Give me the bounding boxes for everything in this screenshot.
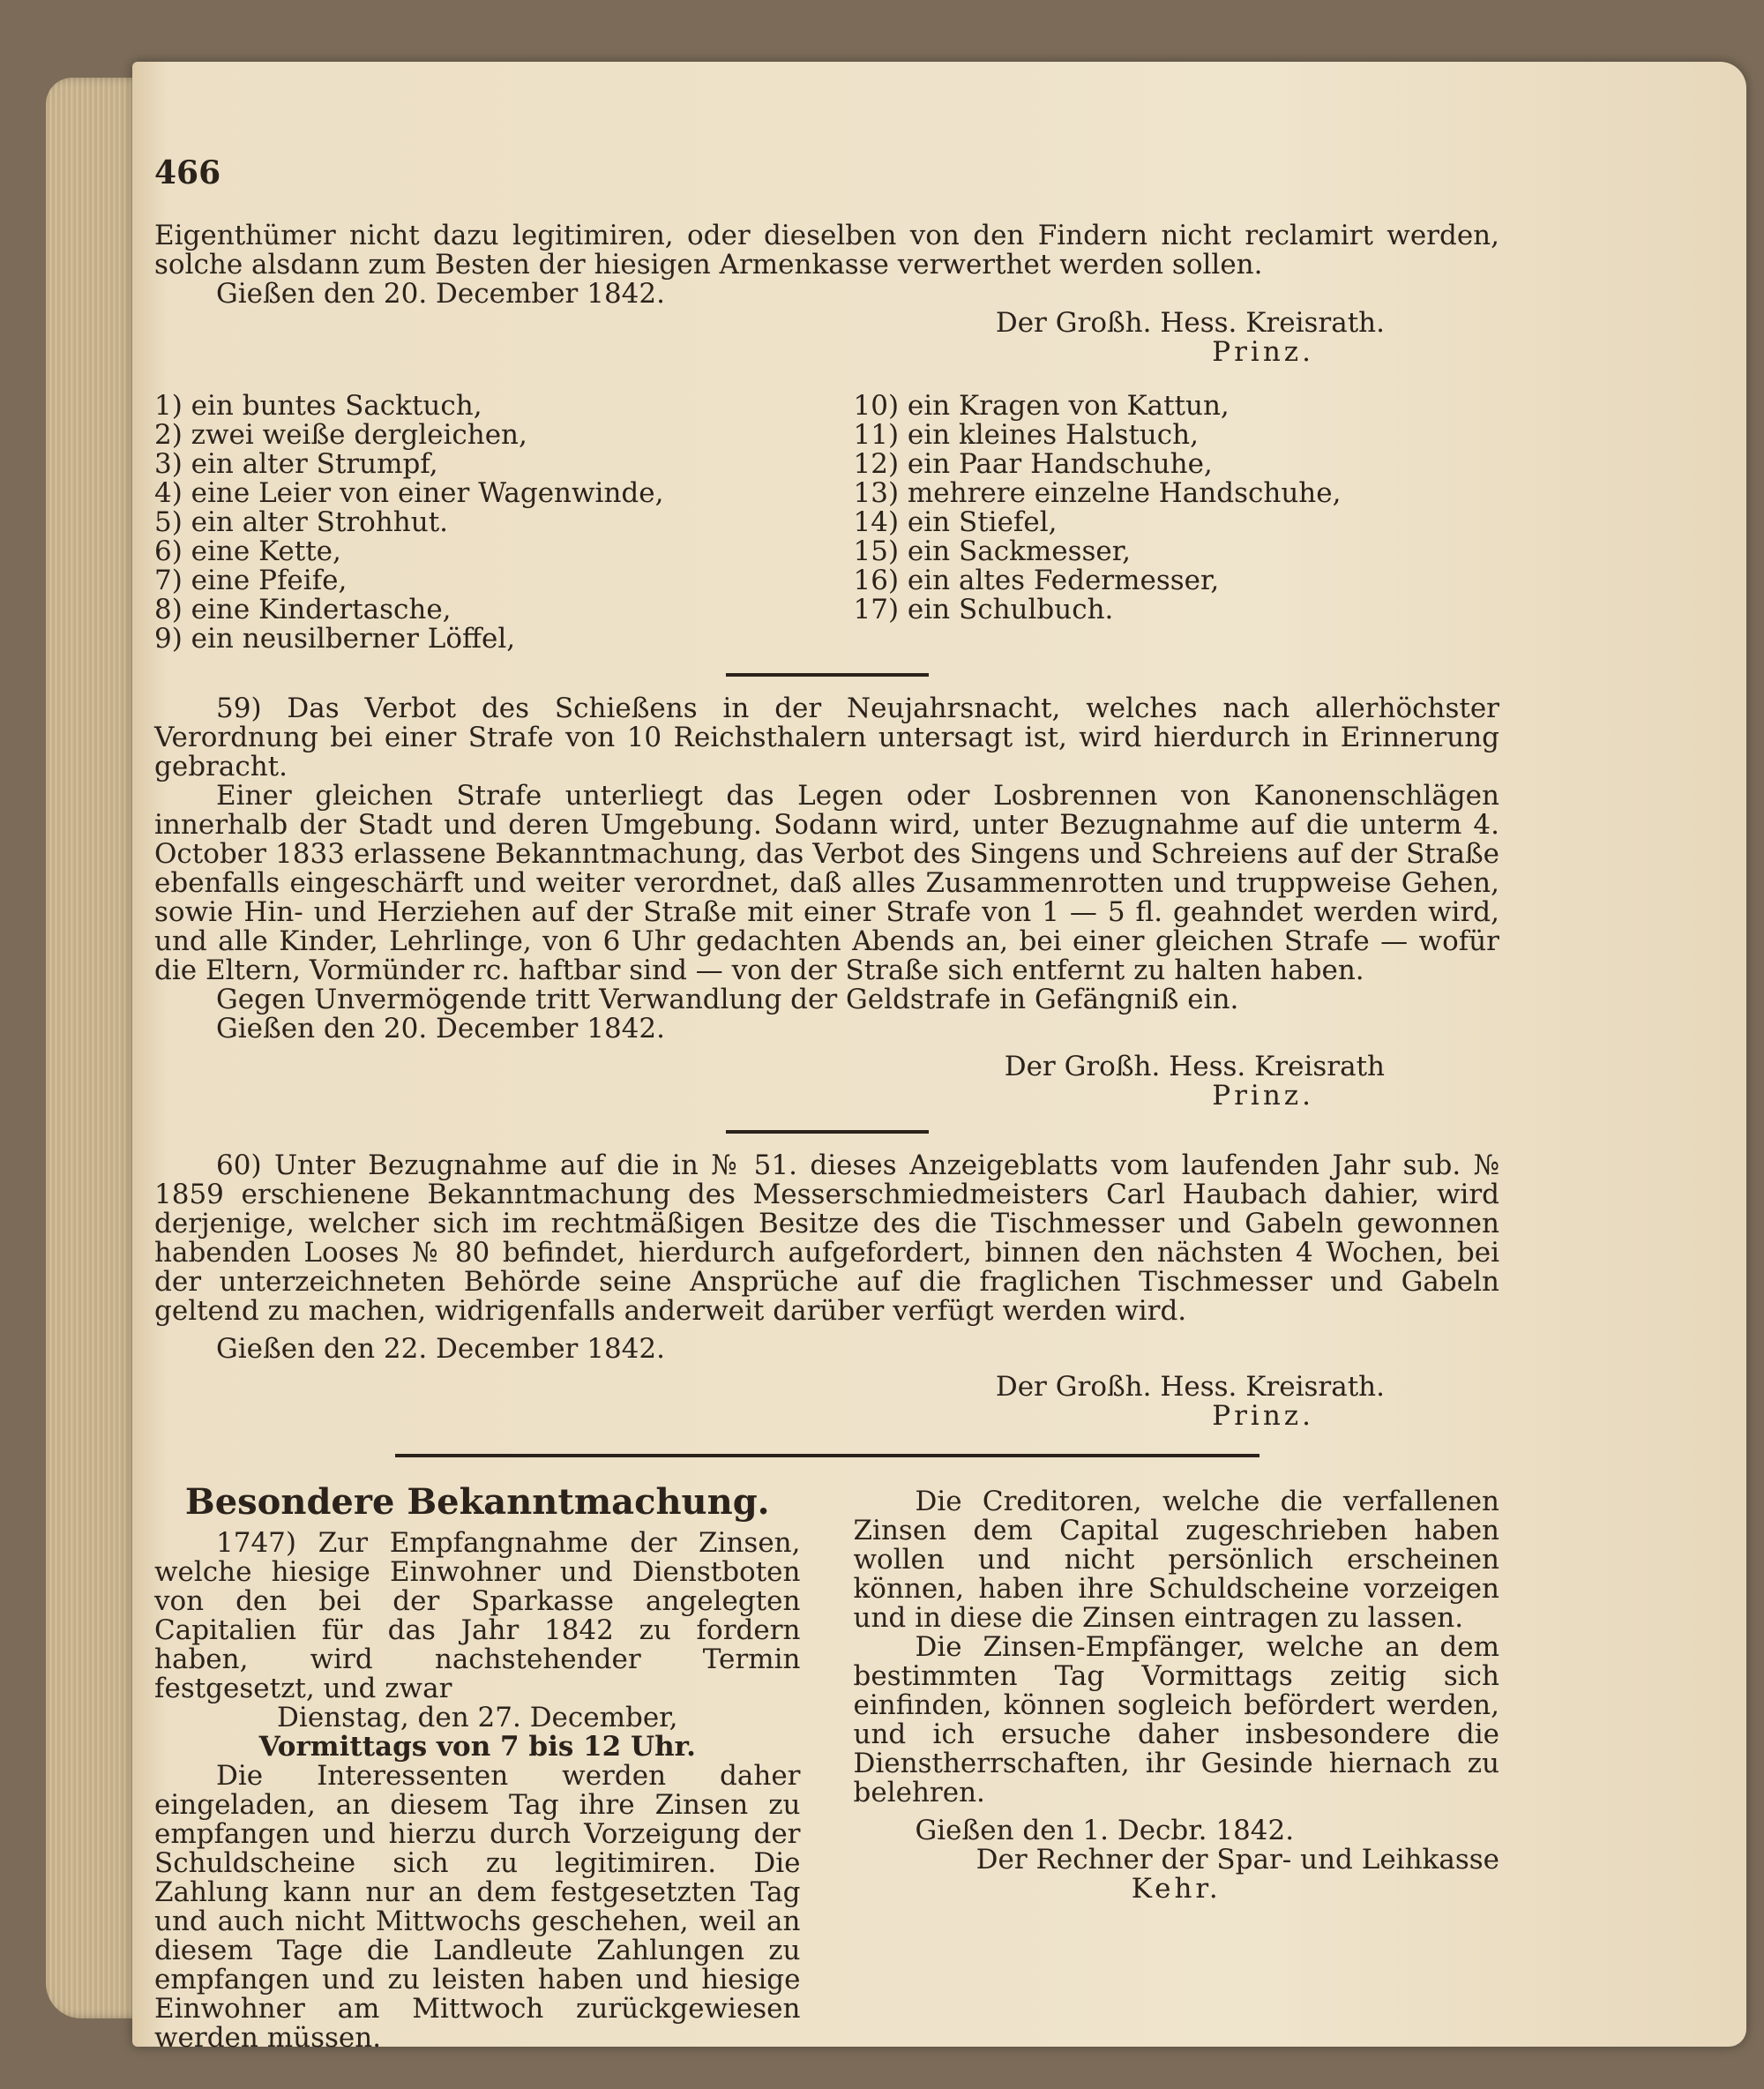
list-item: 10) ein Kragen von Kattun,: [853, 390, 1230, 422]
special-notice-date: Gießen den 1. Decbr. 1842.: [915, 1815, 1295, 1846]
notice-59-signature-title: Der Großh. Hess. Kreisrath: [1004, 1051, 1385, 1082]
special-notice: [154, 1481, 1499, 2054]
list-item: 16) ein altes Federmesser,: [853, 565, 1220, 596]
intro-signature-name: Prinz.: [1212, 336, 1314, 368]
special-notice-paragraph-3: Die Creditoren, welche die verfallenen Zinsen dem Capital zugeschrieben haben wollen und nicht persönlich erscheinen können, haben ihre Schuldscheine vorzeigen und in diese die Zinsen eintragen zu lassen.: [853, 1486, 1499, 1634]
notice-59-signature-name: Prinz.: [1212, 1080, 1314, 1112]
list-item: 1) ein buntes Sacktuch,: [154, 390, 482, 422]
list-item: 5) ein alter Strohhut.: [154, 506, 449, 538]
found-items-left: [154, 392, 801, 654]
special-notice-day: Dienstag, den 27. December,: [277, 1702, 678, 1733]
intro-text: Eigenthümer nicht dazu legitimiren, oder dieselben von den Findern nicht reclamirt werden, solche alsdann zum Besten der hiesigen Armenkasse verwerthet werden sollen.: [154, 220, 1499, 281]
list-item: 6) eine Kette,: [154, 535, 341, 567]
page-content: [154, 154, 1499, 2054]
list-item: 8) eine Kindertasche,: [154, 594, 452, 625]
page-number: 466: [154, 154, 221, 191]
section-divider: [395, 1454, 1259, 1457]
list-item: 13) mehrere einzelne Handschuhe,: [853, 477, 1342, 509]
special-notice-paragraph-2: Die Interessenten werden daher eingeladen, an diesem Tag ihre Zinsen zu empfangen und hierzu durch Vorzeigung der Schuldscheine sich zu legitimiren. Die Zahlung kann nur an dem festgesetzten Tag und auch nicht Mittwochs geschehen, weil an diesem Tage die Landleute Zahlungen zu empfangen und zu leisten haben und hiesige Einwohner am Mittwoch zurückgewiesen werden müssen.: [154, 1760, 801, 2054]
intro-signature-title: Der Großh. Hess. Kreisrath.: [995, 307, 1385, 339]
notice-60-signature-name: Prinz.: [1212, 1400, 1314, 1432]
notice-59-paragraph-3: Gegen Unvermögende tritt Verwandlung der Geldstrafe in Gefängniß ein.: [216, 984, 1239, 1015]
list-item: 3) ein alter Strumpf,: [154, 448, 438, 480]
notice-60-paragraph: 60) Unter Bezugnahme auf die in № 51. dieses Anzeigeblatts vom laufenden Jahr sub. № 1859 erschienene Bekanntmachung des Messerschmiedmeisters Carl Haubach dahier, wird derjenige, welcher sich im rechtmäßigen Besitze des die Tischmesser und Gabeln gewonnen habenden Looses № 80 befindet, hierdurch aufgefordert, binnen den nächsten 4 Wochen, bei der unterzeichneten Behörde seine Ansprüche auf die fraglichen Tischmesser und Gabeln geltend zu machen, widrigenfalls anderweit darüber verfügt werden wird.: [154, 1149, 1499, 1327]
special-notice-paragraph-4: Die Zinsen-Empfänger, welche an dem bestimmten Tag Vormittags zeitig sich einfinden, können sogleich befördert werden, und ich ersuche daher insbesondere die Dienstherrschaften, ihr Gesinde hiernach zu belehren.: [853, 1631, 1499, 1808]
notice-59-paragraph-1: 59) Das Verbot des Schießens in der Neujahrsnacht, welches nach allerhöchster Verordnung bei einer Strafe von 10 Reichsthalern untersagt ist, wird hierdurch in Erinnerung gebracht.: [154, 693, 1499, 782]
notice-60-signature-title: Der Großh. Hess. Kreisrath.: [995, 1371, 1385, 1403]
list-item: 7) eine Pfeife,: [154, 565, 348, 596]
list-item: 15) ein Sackmesser,: [853, 535, 1132, 567]
divider: [726, 673, 929, 677]
intro-date: Gießen den 20. December 1842.: [216, 278, 665, 310]
special-notice-paragraph-1: 1747) Zur Empfangnahme der Zinsen, welche hiesige Einwohner und Dienstboten von den bei der Sparkasse angelegten Capitalien für das Jahr 1842 zu fordern haben, wird nachstehender Termin festgesetzt, und zwar: [154, 1527, 801, 1704]
list-item: 4) eine Leier von einer Wagenwinde,: [154, 477, 664, 509]
found-items-right: [854, 392, 1500, 654]
special-notice-time: Vormittags von 7 bis 12 Uhr.: [258, 1731, 696, 1763]
list-item: 17) ein Schulbuch.: [853, 594, 1114, 625]
special-notice-signature-title: Der Rechner der Spar- und Leihkasse: [975, 1844, 1499, 1876]
list-item: 12) ein Paar Handschuhe,: [853, 448, 1213, 480]
special-notice-right-column: [854, 1487, 1500, 2053]
list-item: 2) zwei weiße dergleichen,: [154, 419, 527, 451]
notice-59-date: Gießen den 20. December 1842.: [216, 1013, 665, 1044]
special-notice-signature-name: Kehr.: [1131, 1873, 1222, 1905]
notice-59-paragraph-2: Einer gleichen Strafe unterliegt das Legen oder Losbrennen von Kanonenschlägen innerhalb der Stadt und deren Umgebung. Sodann wird, unter Bezugnahme auf die unterm 4. October 1833 erlassene Bekanntmachung, das Verbot des Singens und Schreiens auf der Straße ebenfalls eingeschärft und weiter verordnet, daß alles Zusammenrotten und truppweise Gehen, sowie Hin- und Herziehen auf der Straße mit einer Strafe von 1 — 5 fl. geahndet werden wird, und alle Kinder, Lehrlinge, von 6 Uhr gedachten Abends an, bei einer gleichen Strafe — wofür die Eltern, Vormünder rc. haftbar sind — von der Straße sich entfernt zu halten haben.: [154, 780, 1499, 986]
special-notice-left-column: [154, 1481, 801, 2054]
divider: [726, 1130, 929, 1134]
list-item: 9) ein neusilberner Löffel,: [154, 623, 516, 655]
found-items-list: [154, 392, 1499, 654]
list-item: 14) ein Stiefel,: [853, 506, 1058, 538]
special-notice-title: Besondere Bekanntmachung.: [184, 1481, 770, 1523]
list-item: 11) ein kleines Halstuch,: [853, 419, 1199, 451]
notice-60-date: Gießen den 22. December 1842.: [216, 1333, 665, 1365]
book-page-edges: [46, 78, 143, 2018]
